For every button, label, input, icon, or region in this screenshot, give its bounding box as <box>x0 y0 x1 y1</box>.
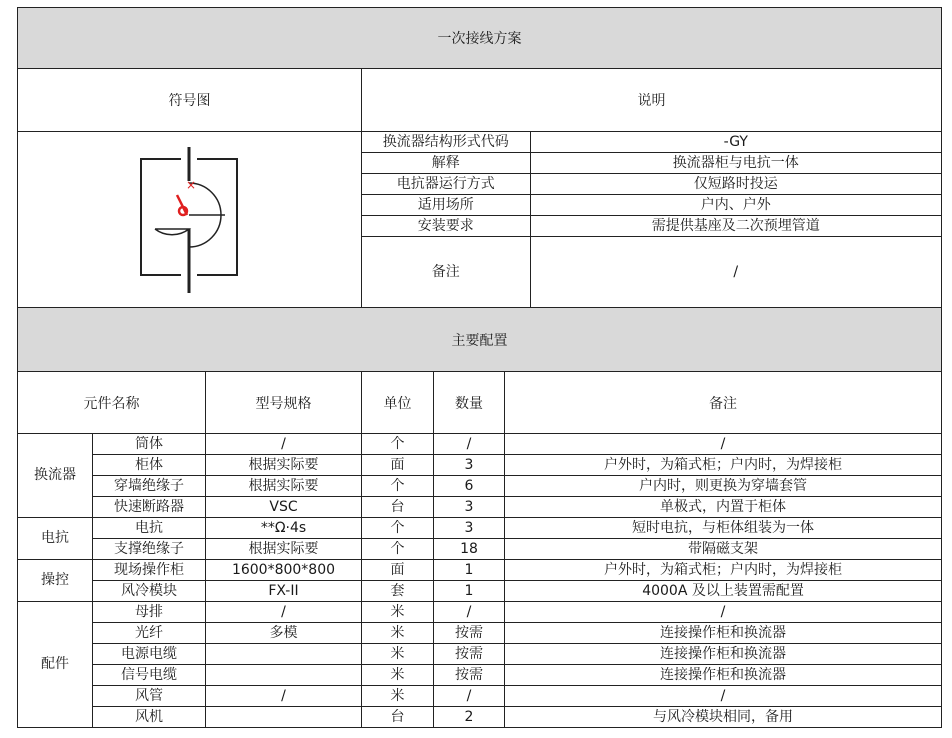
item-unit: 米 <box>362 665 434 686</box>
item-note: / <box>505 686 942 707</box>
description-header: 说明 <box>362 69 942 132</box>
item-qty: 3 <box>434 518 505 539</box>
item-qty: 2 <box>434 707 505 728</box>
table-row <box>18 476 942 497</box>
description-row <box>362 195 941 216</box>
item-unit: 个 <box>362 476 434 497</box>
table-row <box>18 539 942 560</box>
group-label: 电抗 <box>18 518 93 560</box>
table-row <box>18 644 942 665</box>
item-spec <box>206 644 362 665</box>
table-row <box>18 707 942 728</box>
description-row <box>362 237 941 308</box>
item-spec: / <box>206 602 362 623</box>
item-qty: 1 <box>434 560 505 581</box>
item-qty: 3 <box>434 497 505 518</box>
item-note: 带隔磁支架 <box>505 539 942 560</box>
column-header-spec: 型号规格 <box>206 372 362 434</box>
item-note: / <box>505 434 942 455</box>
item-note: 连接操作柜和换流器 <box>505 644 942 665</box>
item-qty: 3 <box>434 455 505 476</box>
item-spec: 根据实际要 <box>206 476 362 497</box>
item-qty: 18 <box>434 539 505 560</box>
description-row <box>362 153 941 174</box>
column-header-name: 元件名称 <box>18 372 206 434</box>
item-unit: 台 <box>362 707 434 728</box>
item-spec: 多模 <box>206 623 362 644</box>
table-row <box>18 518 942 539</box>
description-label: 安装要求 <box>362 216 530 237</box>
item-unit: 米 <box>362 623 434 644</box>
config-title: 主要配置 <box>18 308 942 372</box>
item-note: 与风冷模块相同，备用 <box>505 707 942 728</box>
description-row <box>362 132 941 153</box>
item-spec <box>206 665 362 686</box>
item-note: 户内时，则更换为穿墙套管 <box>505 476 942 497</box>
symbol-header: 符号图 <box>18 69 362 132</box>
item-qty: / <box>434 434 505 455</box>
item-note: 4000A 及以上装置需配置 <box>505 581 942 602</box>
table-row <box>18 434 942 455</box>
item-name: 现场操作柜 <box>93 560 206 581</box>
group-label: 换流器 <box>18 434 93 518</box>
column-header-note: 备注 <box>505 372 942 434</box>
item-note: / <box>505 602 942 623</box>
item-qty: / <box>434 602 505 623</box>
item-unit: 米 <box>362 602 434 623</box>
description-label: 解释 <box>362 153 530 174</box>
item-name: 电抗 <box>93 518 206 539</box>
item-name: 信号电缆 <box>93 665 206 686</box>
item-spec <box>206 707 362 728</box>
description-label: 换流器结构形式代码 <box>362 132 530 153</box>
description-row <box>362 216 941 237</box>
item-qty: / <box>434 686 505 707</box>
item-qty: 按需 <box>434 644 505 665</box>
item-name: 穿墙绝缘子 <box>93 476 206 497</box>
description-row <box>362 174 941 195</box>
item-name: 电源电缆 <box>93 644 206 665</box>
svg-text:×: × <box>185 177 196 192</box>
table-row <box>18 581 942 602</box>
item-unit: 个 <box>362 434 434 455</box>
item-unit: 米 <box>362 686 434 707</box>
group-label: 配件 <box>18 602 93 728</box>
item-spec: 根据实际要 <box>206 455 362 476</box>
description-value: -GY <box>530 132 941 153</box>
description-label: 备注 <box>362 237 530 308</box>
item-unit: 米 <box>362 644 434 665</box>
table-row <box>18 665 942 686</box>
item-qty: 按需 <box>434 623 505 644</box>
table-row <box>18 497 942 518</box>
wiring-scheme-table <box>17 7 942 728</box>
item-spec: FX-II <box>206 581 362 602</box>
item-name: 快速断路器 <box>93 497 206 518</box>
table-row <box>18 455 942 476</box>
table-row <box>18 560 942 581</box>
item-qty: 1 <box>434 581 505 602</box>
description-value: 需提供基座及二次预埋管道 <box>530 216 941 237</box>
item-spec: VSC <box>206 497 362 518</box>
column-header-qty: 数量 <box>434 372 505 434</box>
item-note: 短时电抗，与柜体组装为一体 <box>505 518 942 539</box>
item-unit: 个 <box>362 518 434 539</box>
item-name: 风冷模块 <box>93 581 206 602</box>
item-name: 筒体 <box>93 434 206 455</box>
item-name: 柜体 <box>93 455 206 476</box>
item-unit: 个 <box>362 539 434 560</box>
description-label: 电抗器运行方式 <box>362 174 530 195</box>
item-name: 光纤 <box>93 623 206 644</box>
item-spec: **Ω·4s <box>206 518 362 539</box>
item-spec: / <box>206 434 362 455</box>
item-qty: 按需 <box>434 665 505 686</box>
item-spec: 根据实际要 <box>206 539 362 560</box>
table-row <box>18 686 942 707</box>
item-unit: 面 <box>362 560 434 581</box>
item-name: 母排 <box>93 602 206 623</box>
table-row <box>18 602 942 623</box>
item-name: 风管 <box>93 686 206 707</box>
item-name: 支撑绝缘子 <box>93 539 206 560</box>
description-value: 户内、户外 <box>530 195 941 216</box>
description-label: 适用场所 <box>362 195 530 216</box>
group-label: 操控 <box>18 560 93 602</box>
item-note: 户外时，为箱式柜；户内时，为焊接柜 <box>505 560 942 581</box>
description-cell <box>362 132 942 308</box>
column-header-unit: 单位 <box>362 372 434 434</box>
item-note: 单极式，内置于柜体 <box>505 497 942 518</box>
item-note: 连接操作柜和换流器 <box>505 665 942 686</box>
description-value: / <box>530 237 941 308</box>
item-note: 户外时，为箱式柜；户内时，为焊接柜 <box>505 455 942 476</box>
item-spec: 1600*800*800 <box>206 560 362 581</box>
item-spec: / <box>206 686 362 707</box>
description-table <box>362 132 941 307</box>
item-qty: 6 <box>434 476 505 497</box>
item-unit: 面 <box>362 455 434 476</box>
table-row <box>18 623 942 644</box>
page-title: 一次接线方案 <box>18 8 942 69</box>
description-value: 换流器柜与电抗一体 <box>530 153 941 174</box>
item-name: 风机 <box>93 707 206 728</box>
description-value: 仅短路时投运 <box>530 174 941 195</box>
item-unit: 台 <box>362 497 434 518</box>
wiring-symbol-icon <box>135 145 245 295</box>
item-note: 连接操作柜和换流器 <box>505 623 942 644</box>
symbol-diagram-cell <box>18 132 362 308</box>
item-unit: 套 <box>362 581 434 602</box>
